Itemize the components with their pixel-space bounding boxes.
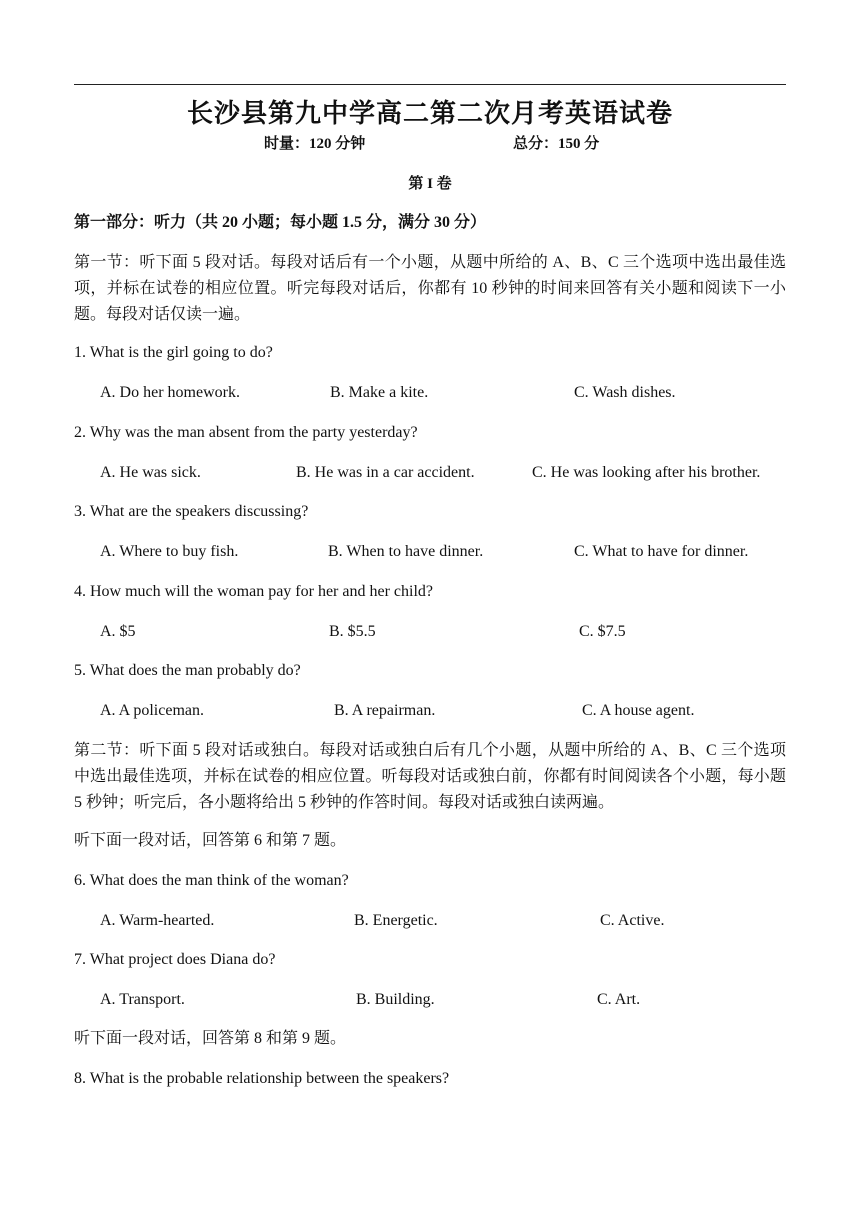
q3-option-b: B. When to have dinner.: [328, 543, 484, 560]
question-3: 3. What are the speakers discussing?: [74, 503, 309, 520]
listen-instruction-8-9: 听下面一段对话，回答第 8 和第 9 题。: [74, 1030, 347, 1047]
question-5: 5. What does the man probably do?: [74, 662, 301, 679]
q7-option-a: A. Transport.: [100, 991, 185, 1008]
question-4: 4. How much will the woman pay for her and her child?: [74, 583, 434, 600]
q7-option-c: C. Art.: [597, 991, 641, 1008]
question-6: 6. What does the man think of the woman?: [74, 872, 349, 889]
q4-option-b: B. $5.5: [329, 623, 376, 640]
top-rule: [74, 84, 786, 85]
q4-option-c: C. $7.5: [579, 623, 626, 640]
q1-option-c: C. Wash dishes.: [574, 384, 676, 401]
section1-instructions: 第一节：听下面 5 段对话。每段对话后有一个小题，从题中所给的 A、B、C 三个选项中选出最佳选项，并标在试卷的相应位置。听完每段对话后，你都有 10 秒钟的时间来回答有关小题和阅读下一小题。每段对话仅读一遍。: [74, 254, 786, 323]
q2-option-c: C. He was looking after his brother.: [532, 464, 761, 481]
q3-option-c: C. What to have for dinner.: [574, 543, 749, 560]
question-1: 1. What is the girl going to do?: [74, 344, 273, 361]
volume-label: 第 I 卷: [408, 176, 452, 192]
question-8: 8. What is the probable relationship between the speakers?: [74, 1070, 450, 1087]
section2-instructions: 第二节：听下面 5 段对话或独白。每段对话或独白后有几个小题，从题中所给的 A、B、C 三个选项中选出最佳选项，并标在试卷的相应位置。听每段对话或独白前，你都有时间阅读各个小题，每小题 5 秒钟；听完后，各小题将给出 5 秒钟的作答时间。每段对话或独白读两遍。: [74, 742, 786, 811]
exam-total-score: 总分：150 分: [513, 136, 600, 152]
q2-option-b: B. He was in a car accident.: [296, 464, 475, 481]
q5-option-a: A. A policeman.: [100, 702, 204, 719]
part1-heading: 第一部分：听力（共 20 小题；每小题 1.5 分，满分 30 分）: [74, 214, 487, 231]
exam-time: 时量：120 分钟: [264, 136, 366, 152]
q5-option-c: C. A house agent.: [582, 702, 695, 719]
q2-option-a: A. He was sick.: [100, 464, 201, 481]
q4-option-a: A. $5: [100, 623, 136, 640]
q7-option-b: B. Building.: [356, 991, 435, 1008]
q6-option-c: C. Active.: [600, 912, 665, 929]
q1-option-b: B. Make a kite.: [330, 384, 429, 401]
question-2: 2. Why was the man absent from the party yesterday?: [74, 424, 418, 441]
q1-option-a: A. Do her homework.: [100, 384, 240, 401]
listen-instruction-6-7: 听下面一段对话，回答第 6 和第 7 题。: [74, 832, 347, 849]
q6-option-a: A. Warm-hearted.: [100, 912, 215, 929]
question-7: 7. What project does Diana do?: [74, 951, 276, 968]
q6-option-b: B. Energetic.: [354, 912, 438, 929]
exam-title: 长沙县第九中学高二第二次月考英语试卷: [186, 99, 673, 128]
q5-option-b: B. A repairman.: [334, 702, 436, 719]
q3-option-a: A. Where to buy fish.: [100, 543, 239, 560]
